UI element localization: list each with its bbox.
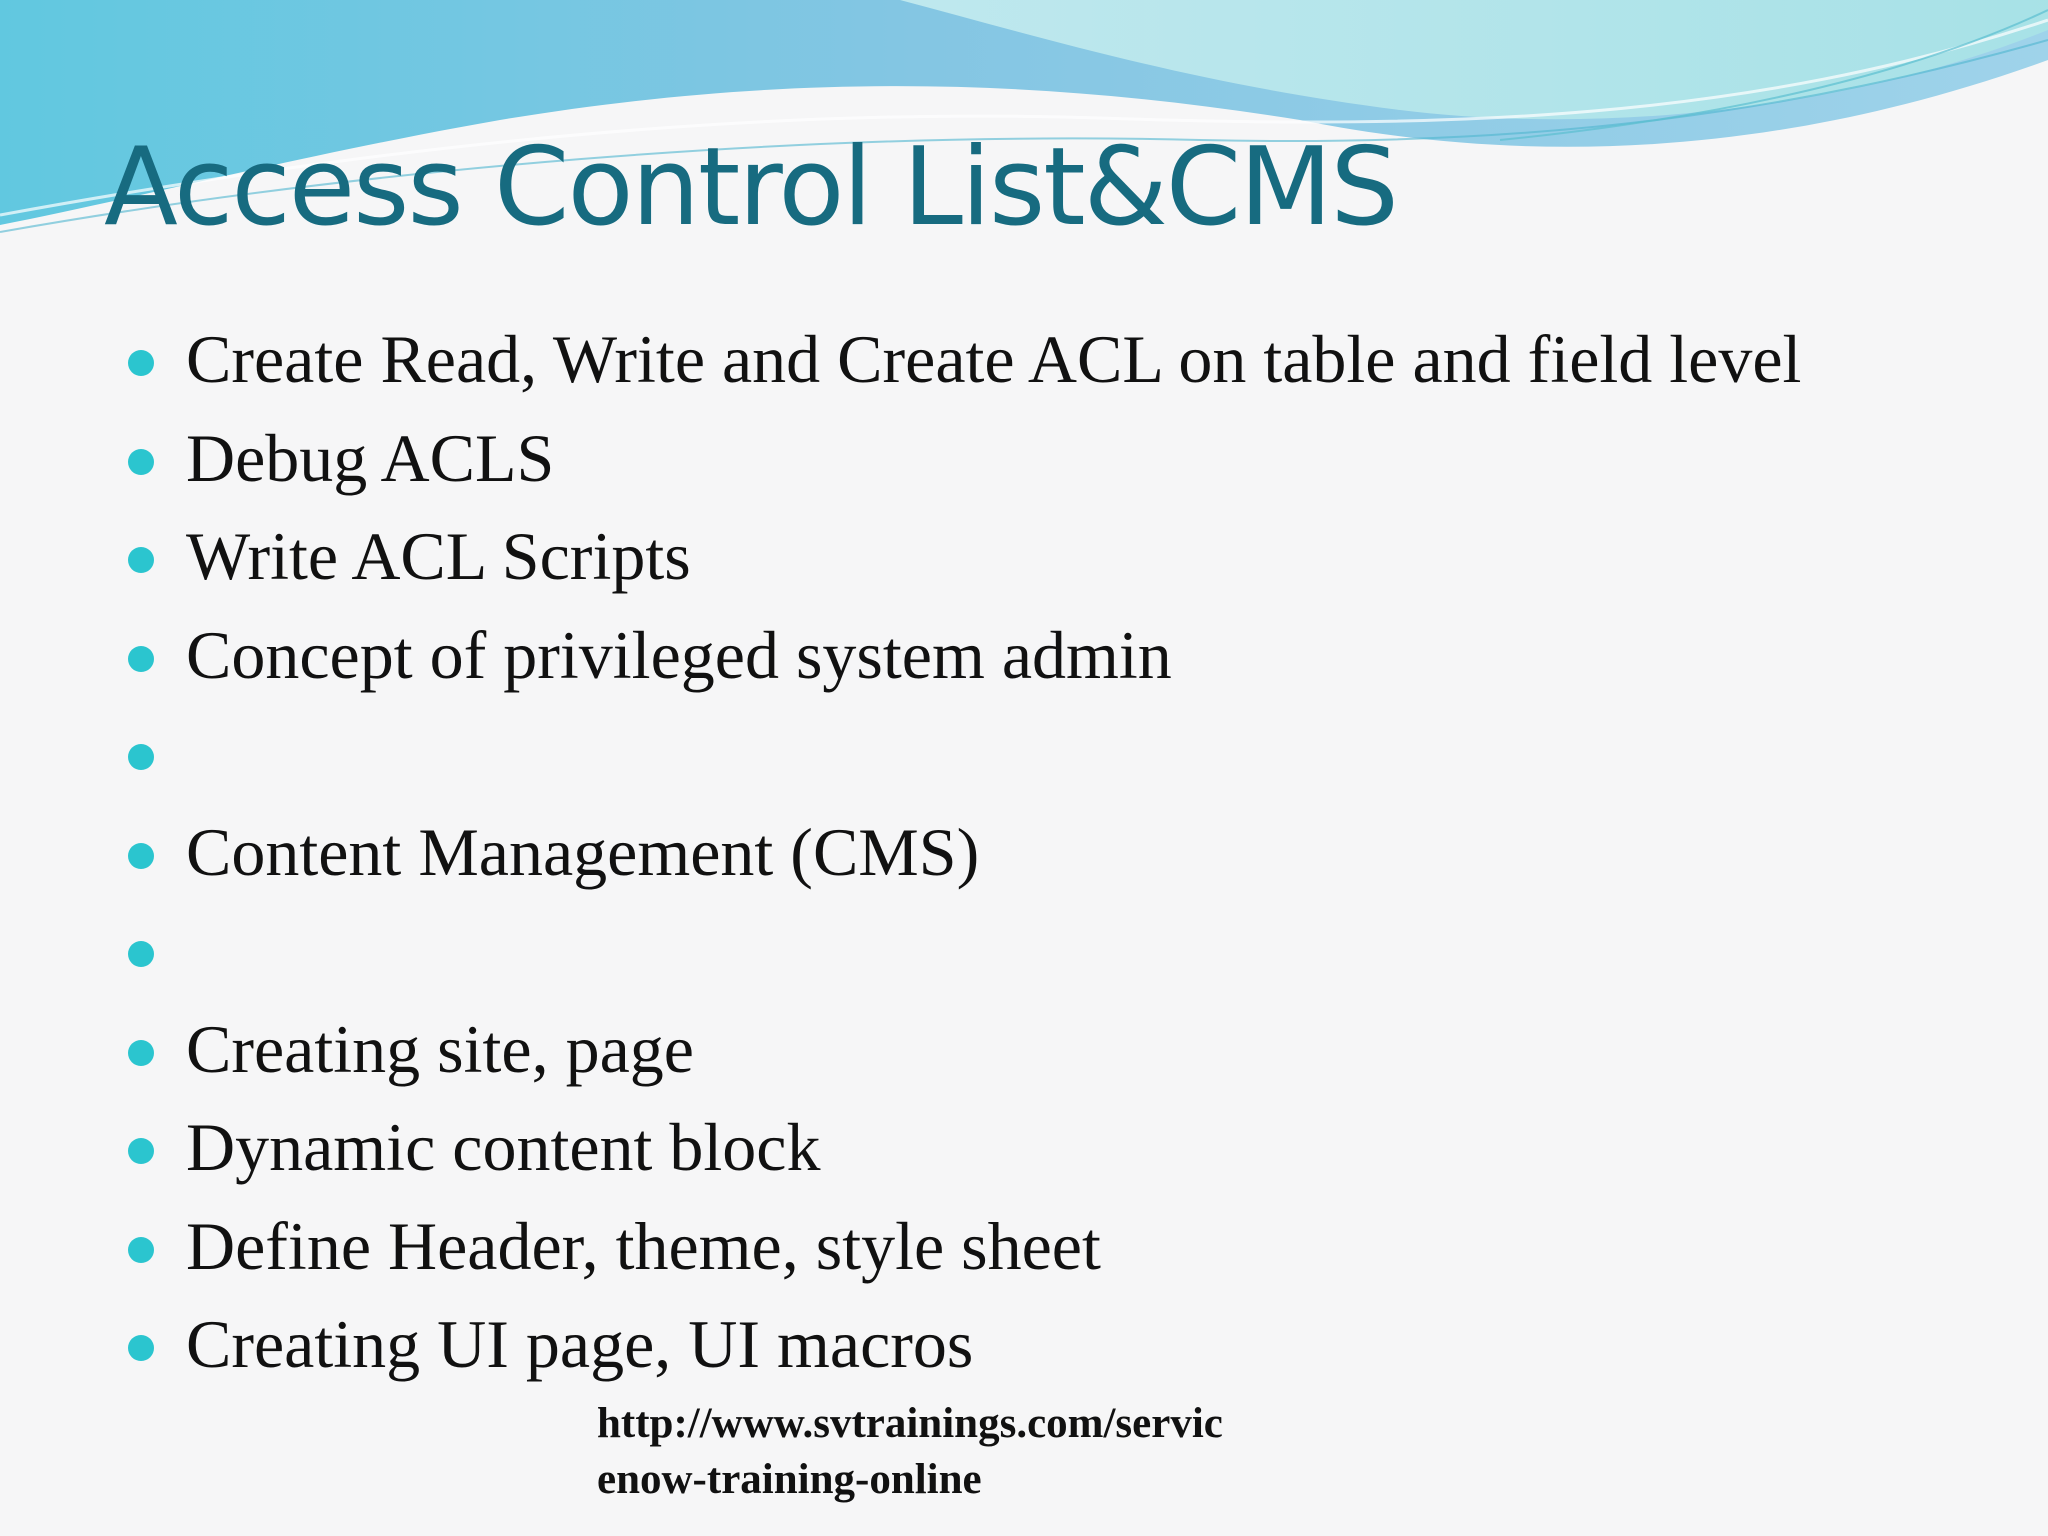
bullet-dot-icon [128,1138,154,1164]
bullet-text: Creating UI page, UI macros [186,1306,974,1382]
bullet-dot-icon [128,1040,154,1066]
footer-url-line-2: enow-training-online [597,1456,982,1503]
bullet-dot-icon [128,350,154,376]
bullet-text: Creating site, page [186,1010,694,1087]
bullet-text: Define Header, theme, style sheet [186,1207,1101,1284]
bullet-dot-icon [128,646,154,672]
footer-url [597,1396,1357,1508]
bullet-text: Write ACL Scripts [186,518,691,594]
bullet-text: Concept of privileged system admin [186,616,1172,693]
bullet-text: Content Management (CMS) [186,813,980,890]
bullet-dot-icon [128,843,154,869]
bullet-dot-icon [128,1335,154,1361]
bullet-dot-icon [128,1237,154,1263]
bullet-dot-icon [128,744,154,770]
bullet-dot-icon [128,449,154,475]
slide-title: Access Control List&CMS [104,125,1397,250]
footer-url-line-1: http://www.svtrainings.com/servic [597,1400,1223,1447]
bullet-text: Create Read, Write and Create ACL on table and field level [186,321,1802,397]
bullet-dot-icon [128,941,154,967]
bullet-text: Dynamic content block [186,1109,821,1185]
bullet-text: Debug ACLS [186,419,555,496]
bullet-dot-icon [128,547,154,573]
